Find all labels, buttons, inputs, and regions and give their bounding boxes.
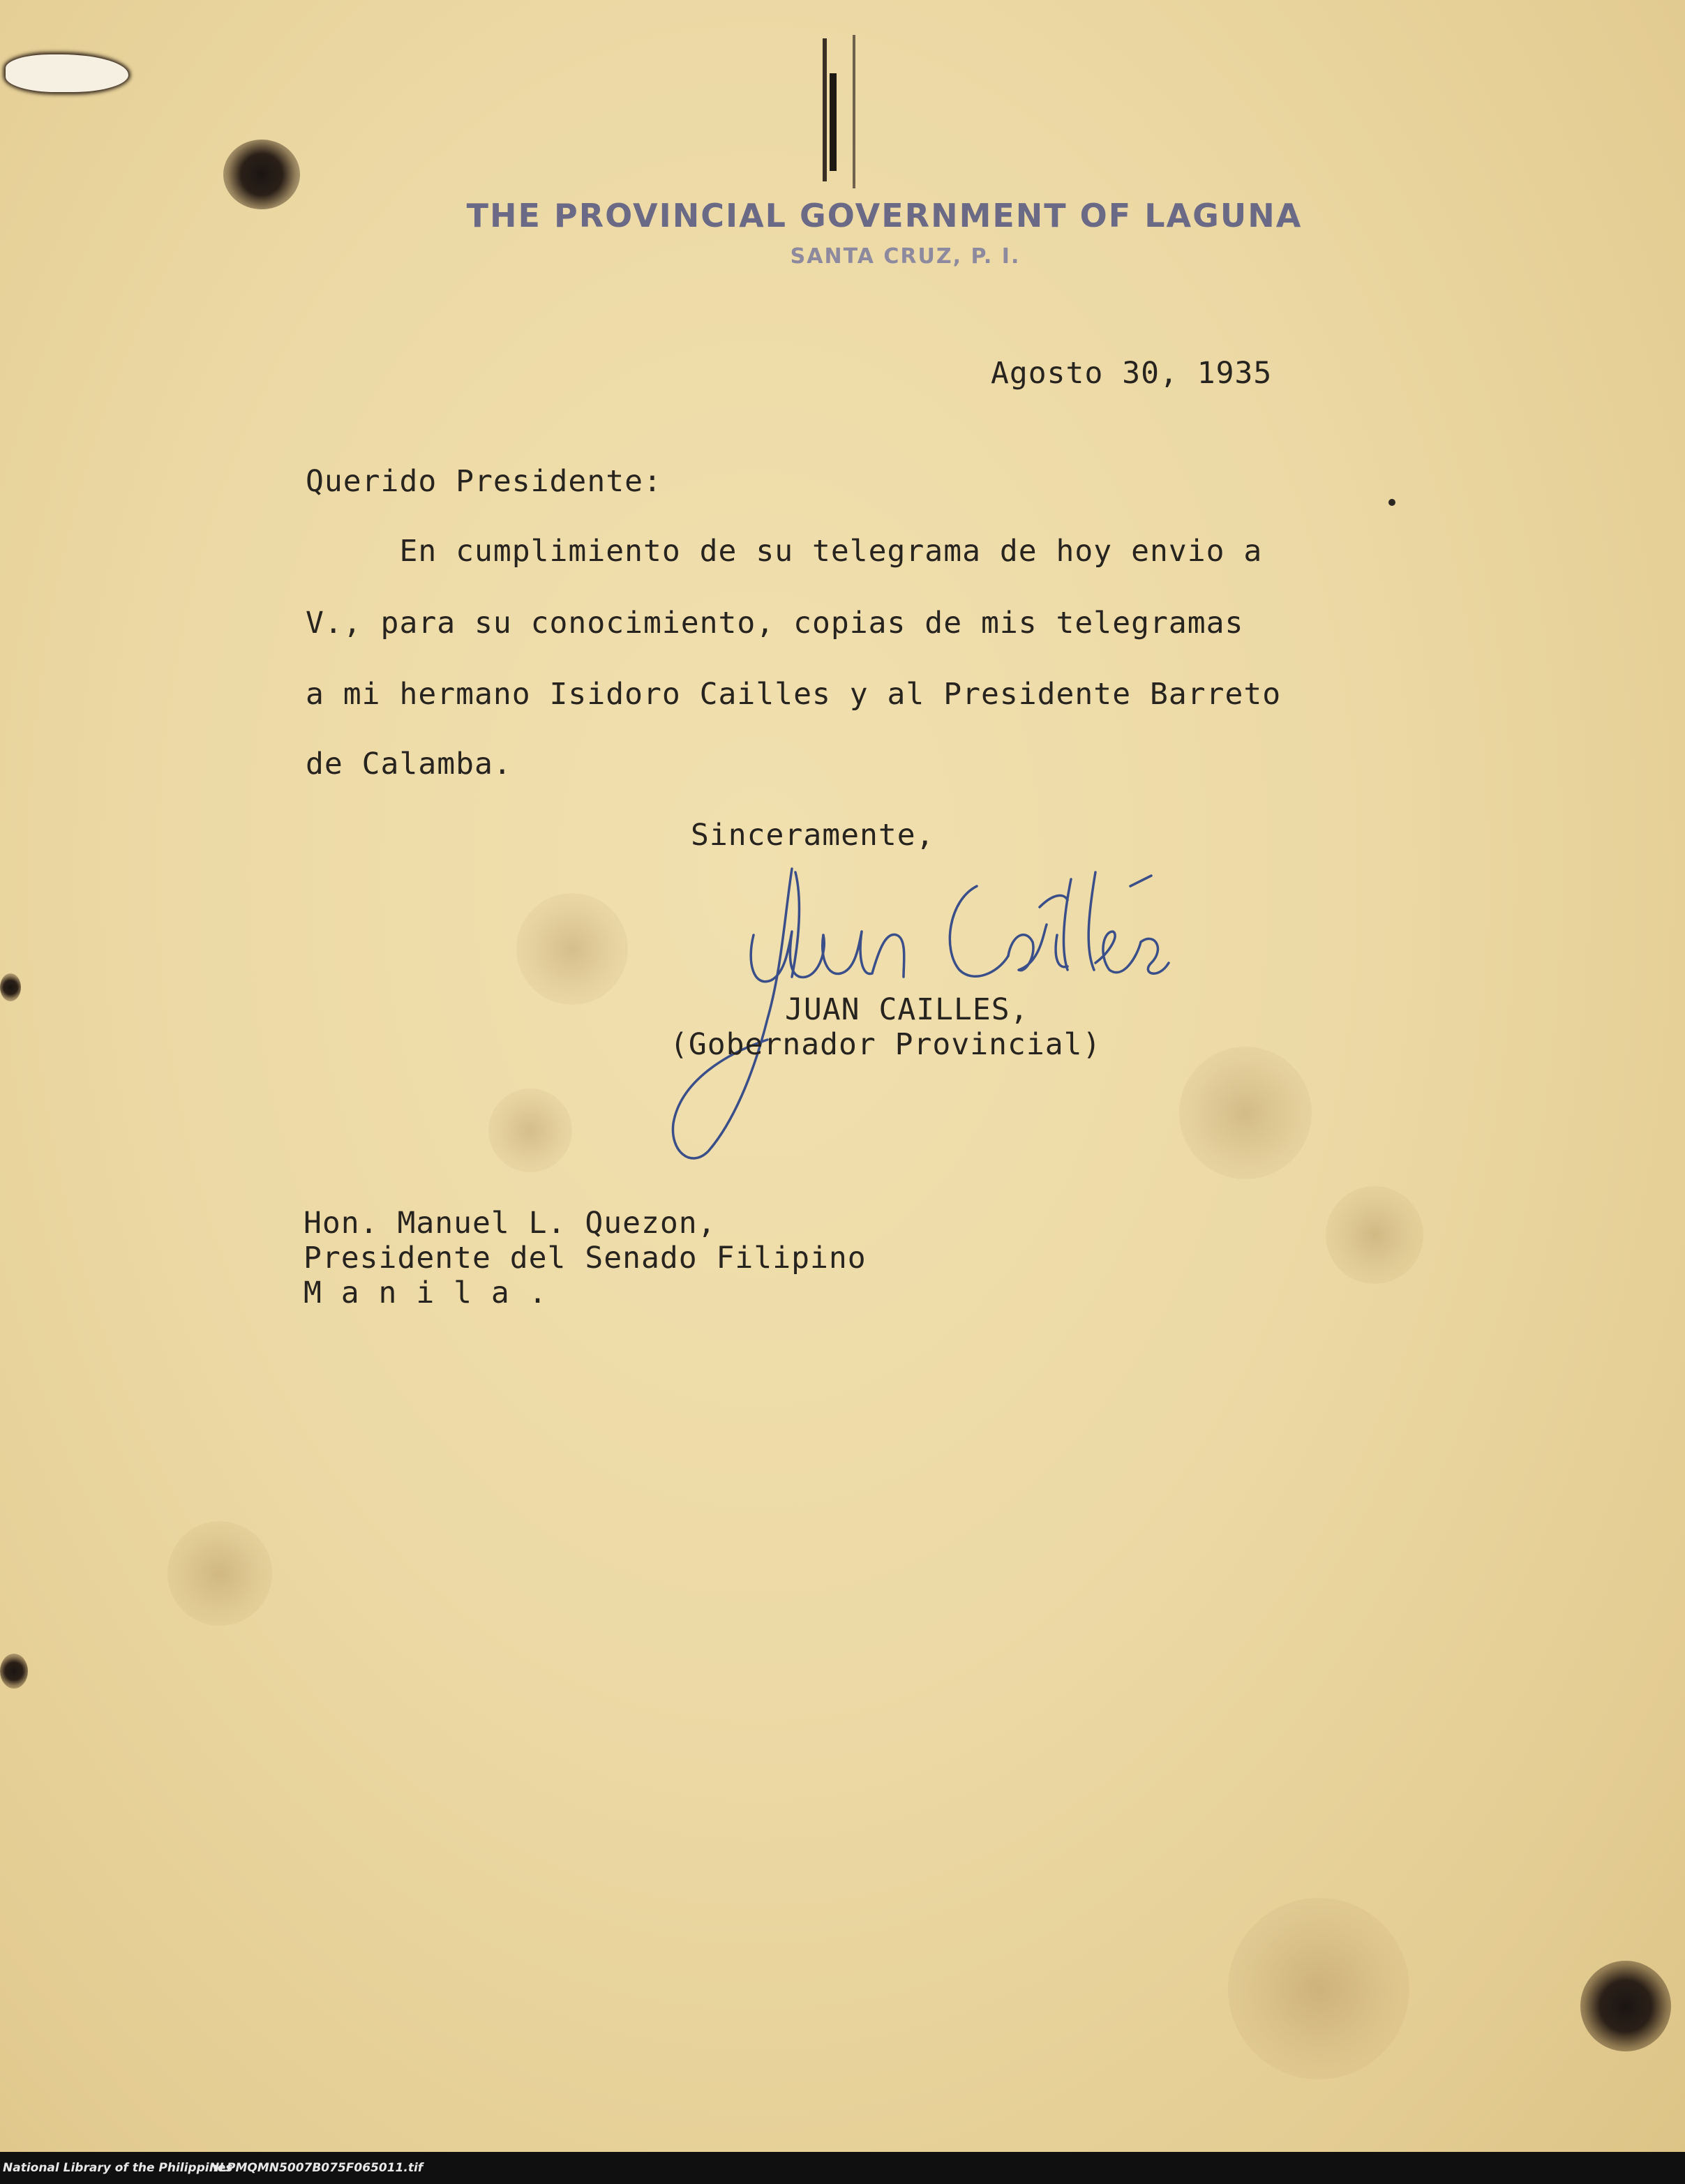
archive-name: National Library of the Philippines bbox=[3, 2161, 233, 2175]
paper-stain bbox=[488, 1089, 572, 1172]
paper-stain bbox=[1326, 1186, 1423, 1284]
body-line: V., para su conocimiento, copias de mis telegramas bbox=[306, 606, 1244, 641]
letter-date: Agosto 30, 1935 bbox=[991, 356, 1273, 391]
burn-mark bbox=[0, 1654, 28, 1689]
archive-footer bbox=[0, 2152, 1685, 2184]
recipient-line: M a n i l a . bbox=[304, 1276, 548, 1310]
paper-stain bbox=[1228, 1898, 1409, 2079]
recipient-line: Hon. Manuel L. Quezon, bbox=[304, 1206, 717, 1241]
torn-edge bbox=[6, 54, 128, 92]
letterhead-title: THE PROVINCIAL GOVERNMENT OF LAGUNA bbox=[466, 197, 1303, 234]
signer-name: JUAN CAILLES, bbox=[785, 992, 1029, 1027]
staple-mark bbox=[815, 31, 864, 192]
body-line: de Calamba. bbox=[306, 747, 512, 781]
paper-stain bbox=[516, 893, 628, 1005]
recipient-line: Presidente del Senado Filipino bbox=[304, 1241, 867, 1276]
letterhead-location: SANTA CRUZ, P. I. bbox=[790, 244, 1021, 269]
burn-hole bbox=[1580, 1961, 1671, 2051]
paper-stain bbox=[167, 1521, 272, 1626]
ink-dot bbox=[1388, 499, 1395, 506]
signer-title: (Gobernador Provincial) bbox=[670, 1027, 1102, 1062]
burn-mark bbox=[0, 973, 21, 1001]
body-line: En cumplimiento de su telegrama de hoy envio a bbox=[306, 534, 1263, 569]
salutation: Querido Presidente: bbox=[306, 464, 662, 499]
file-id: NLPMQMN5007B075F065011.tif bbox=[209, 2161, 424, 2175]
body-line: a mi hermano Isidoro Cailles y al Presidente Barreto bbox=[306, 677, 1282, 712]
closing: Sinceramente, bbox=[691, 818, 935, 853]
